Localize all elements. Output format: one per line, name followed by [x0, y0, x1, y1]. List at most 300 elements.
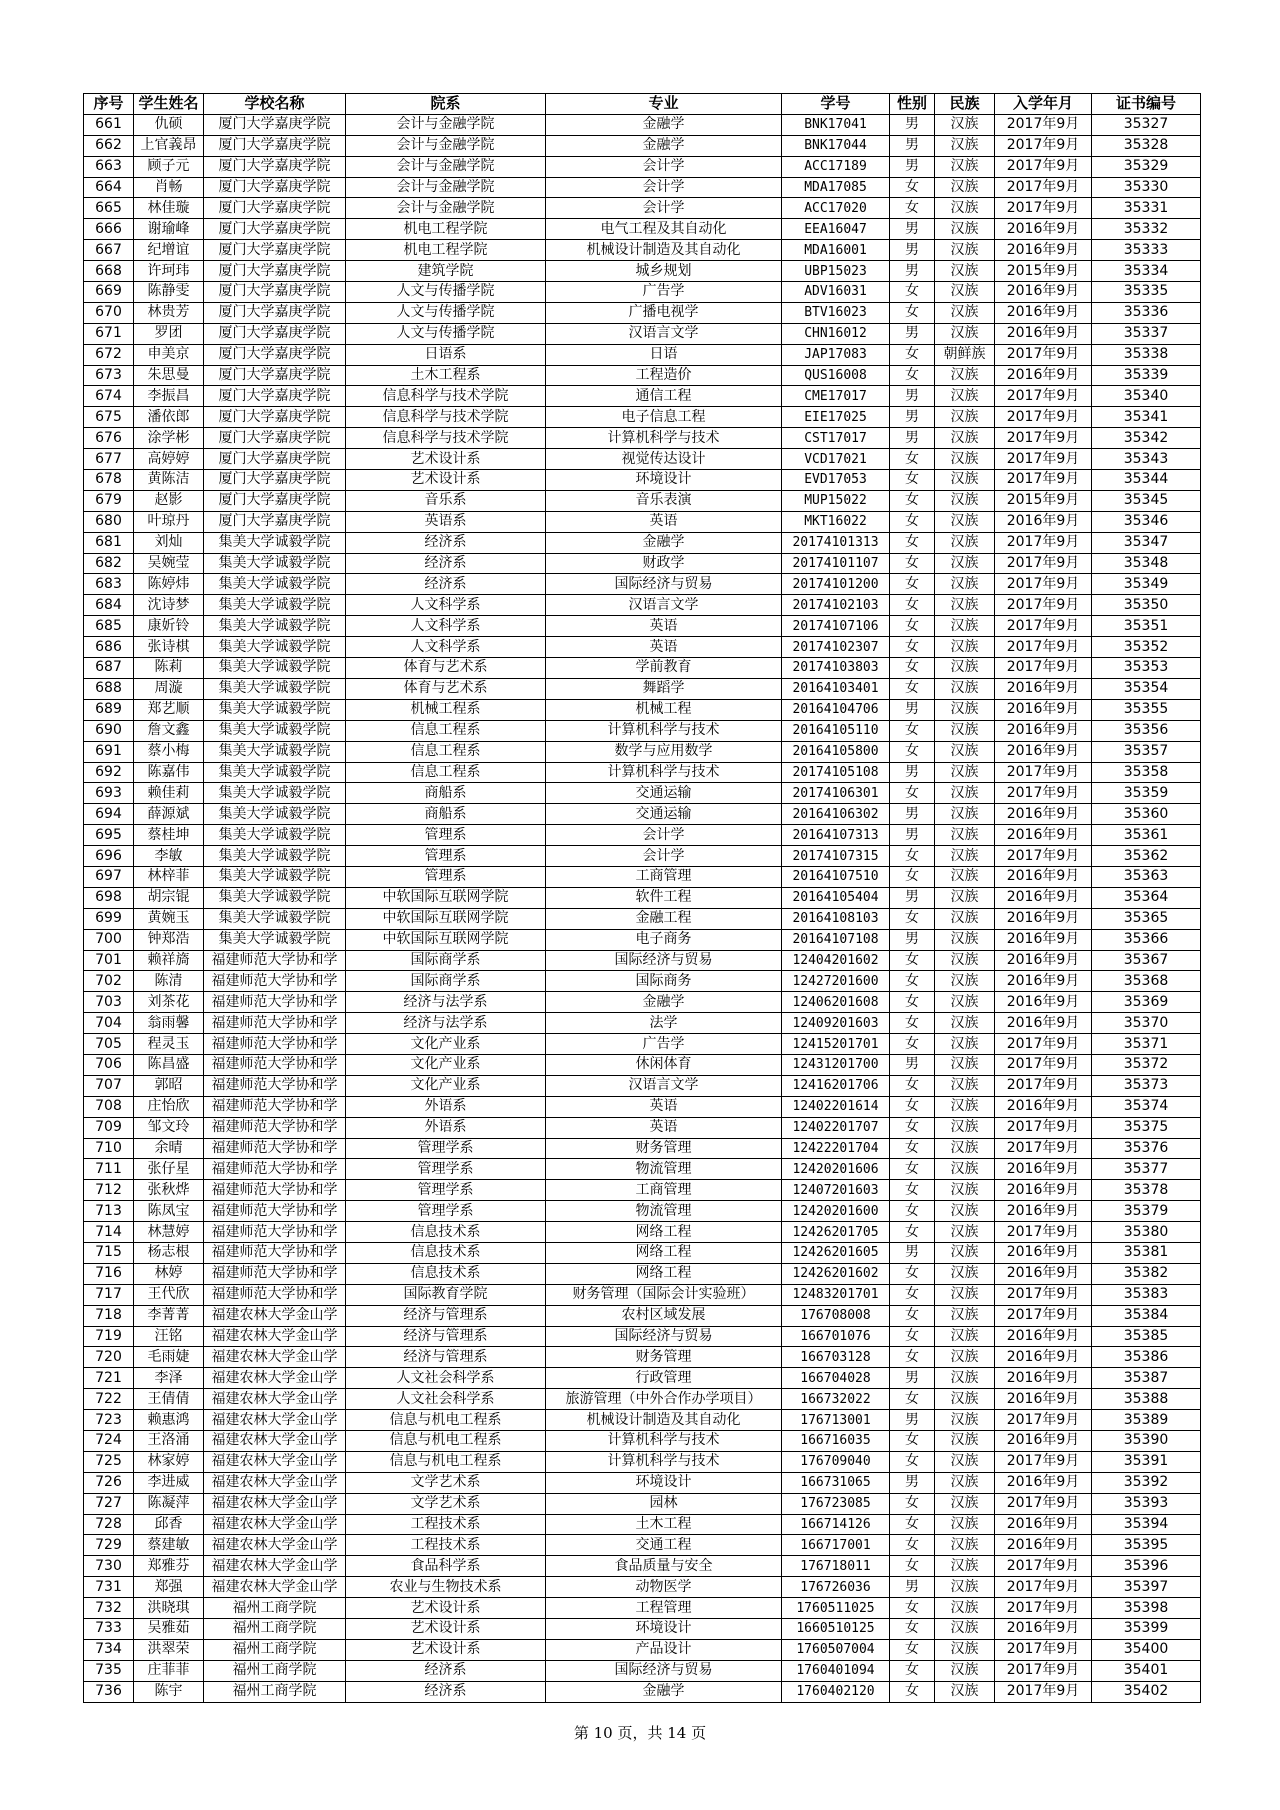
cell-school: 厦门大学嘉庚学院 — [204, 282, 346, 303]
cell-seq: 701 — [84, 950, 134, 971]
cell-name: 陈静雯 — [134, 282, 204, 303]
cell-seq: 690 — [84, 720, 134, 741]
cell-department: 会计与金融学院 — [346, 177, 546, 198]
cell-major: 软件工程 — [546, 887, 782, 908]
cell-name: 余晴 — [134, 1138, 204, 1159]
cell-department: 信息科学与技术学院 — [346, 407, 546, 428]
cell-department: 管理学系 — [346, 1138, 546, 1159]
cell-student-id: 12415201701 — [782, 1034, 890, 1055]
cell-school: 福州工商学院 — [204, 1639, 346, 1660]
cell-seq: 693 — [84, 783, 134, 804]
cell-seq: 668 — [84, 261, 134, 282]
cell-name: 李菁菁 — [134, 1305, 204, 1326]
cell-gender: 男 — [890, 1577, 935, 1598]
cell-name: 王洛涌 — [134, 1431, 204, 1452]
cell-certificate: 35375 — [1092, 1117, 1201, 1138]
cell-gender: 男 — [890, 428, 935, 449]
table-row — [84, 908, 1201, 929]
cell-seq: 680 — [84, 511, 134, 532]
cell-enrollment: 2017年9月 — [995, 1639, 1092, 1660]
cell-seq: 716 — [84, 1263, 134, 1284]
table-row — [84, 1368, 1201, 1389]
cell-school: 厦门大学嘉庚学院 — [204, 261, 346, 282]
cell-student-id: 12427201600 — [782, 971, 890, 992]
cell-department: 人文与传播学院 — [346, 323, 546, 344]
cell-ethnicity: 汉族 — [935, 1138, 995, 1159]
cell-name: 陈凝萍 — [134, 1493, 204, 1514]
cell-certificate: 35353 — [1092, 658, 1201, 679]
cell-school: 福建农林大学金山学 — [204, 1326, 346, 1347]
cell-school: 福建农林大学金山学 — [204, 1472, 346, 1493]
cell-enrollment: 2016年9月 — [995, 929, 1092, 950]
cell-enrollment: 2016年9月 — [995, 1242, 1092, 1263]
cell-ethnicity: 汉族 — [935, 1347, 995, 1368]
cell-gender: 女 — [890, 866, 935, 887]
cell-name: 蔡建敏 — [134, 1535, 204, 1556]
cell-certificate: 35355 — [1092, 699, 1201, 720]
cell-gender: 女 — [890, 1117, 935, 1138]
cell-enrollment: 2016年9月 — [995, 825, 1092, 846]
table-row — [84, 1535, 1201, 1556]
cell-certificate: 35341 — [1092, 407, 1201, 428]
cell-name: 郑雅芬 — [134, 1556, 204, 1577]
cell-enrollment: 2017年9月 — [995, 1451, 1092, 1472]
cell-name: 林贵芳 — [134, 302, 204, 323]
cell-school: 集美大学诚毅学院 — [204, 846, 346, 867]
cell-department: 人文与传播学院 — [346, 302, 546, 323]
cell-school: 福建农林大学金山学 — [204, 1493, 346, 1514]
cell-name: 刘灿 — [134, 532, 204, 553]
cell-student-id: 166701076 — [782, 1326, 890, 1347]
cell-school: 福建师范大学协和学 — [204, 1159, 346, 1180]
cell-enrollment: 2016年9月 — [995, 1013, 1092, 1034]
cell-ethnicity: 汉族 — [935, 783, 995, 804]
table-row — [84, 1180, 1201, 1201]
header-cell-gender: 性别 — [890, 94, 935, 115]
cell-school: 福建师范大学协和学 — [204, 1034, 346, 1055]
cell-department: 文学艺术系 — [346, 1472, 546, 1493]
cell-gender: 女 — [890, 992, 935, 1013]
cell-seq: 697 — [84, 866, 134, 887]
cell-department: 国际商学系 — [346, 971, 546, 992]
cell-student-id: 166716035 — [782, 1431, 890, 1452]
cell-student-id: EVD17053 — [782, 470, 890, 491]
cell-major: 物流管理 — [546, 1159, 782, 1180]
cell-school: 福建农林大学金山学 — [204, 1556, 346, 1577]
cell-certificate: 35331 — [1092, 198, 1201, 219]
cell-student-id: 12402201614 — [782, 1096, 890, 1117]
table-body — [84, 114, 1201, 1702]
cell-certificate: 35336 — [1092, 302, 1201, 323]
cell-enrollment: 2017年9月 — [995, 1117, 1092, 1138]
cell-name: 吴雅茹 — [134, 1619, 204, 1640]
cell-enrollment: 2017年9月 — [995, 1138, 1092, 1159]
cell-major: 会计学 — [546, 198, 782, 219]
table-row — [84, 574, 1201, 595]
cell-enrollment: 2017年9月 — [995, 637, 1092, 658]
cell-seq: 688 — [84, 678, 134, 699]
cell-major: 工程造价 — [546, 365, 782, 386]
cell-name: 黄陈洁 — [134, 470, 204, 491]
cell-student-id: 176723085 — [782, 1493, 890, 1514]
cell-major: 食品质量与安全 — [546, 1556, 782, 1577]
cell-school: 厦门大学嘉庚学院 — [204, 511, 346, 532]
cell-seq: 702 — [84, 971, 134, 992]
cell-seq: 733 — [84, 1619, 134, 1640]
cell-student-id: 12402201707 — [782, 1117, 890, 1138]
cell-major: 城乡规划 — [546, 261, 782, 282]
cell-major: 财务管理 — [546, 1138, 782, 1159]
cell-certificate: 35383 — [1092, 1284, 1201, 1305]
cell-name: 李敏 — [134, 846, 204, 867]
cell-school: 福建农林大学金山学 — [204, 1577, 346, 1598]
cell-seq: 723 — [84, 1410, 134, 1431]
cell-name: 陈宇 — [134, 1681, 204, 1702]
cell-enrollment: 2016年9月 — [995, 1096, 1092, 1117]
cell-gender: 女 — [890, 783, 935, 804]
table-row — [84, 616, 1201, 637]
cell-ethnicity: 汉族 — [935, 1201, 995, 1222]
cell-ethnicity: 汉族 — [935, 1326, 995, 1347]
cell-major: 农村区域发展 — [546, 1305, 782, 1326]
cell-school: 福建农林大学金山学 — [204, 1535, 346, 1556]
cell-ethnicity: 汉族 — [935, 1451, 995, 1472]
cell-gender: 女 — [890, 282, 935, 303]
cell-ethnicity: 汉族 — [935, 1472, 995, 1493]
cell-ethnicity: 汉族 — [935, 762, 995, 783]
cell-ethnicity: 汉族 — [935, 407, 995, 428]
cell-seq: 708 — [84, 1096, 134, 1117]
cell-ethnicity: 朝鲜族 — [935, 344, 995, 365]
cell-department: 信息工程系 — [346, 741, 546, 762]
cell-school: 福州工商学院 — [204, 1598, 346, 1619]
cell-department: 中软国际互联网学院 — [346, 908, 546, 929]
cell-school: 福建农林大学金山学 — [204, 1389, 346, 1410]
cell-department: 人文科学系 — [346, 637, 546, 658]
cell-ethnicity: 汉族 — [935, 1660, 995, 1681]
cell-major: 视觉传达设计 — [546, 449, 782, 470]
cell-enrollment: 2017年9月 — [995, 1075, 1092, 1096]
cell-enrollment: 2017年9月 — [995, 1305, 1092, 1326]
cell-seq: 706 — [84, 1054, 134, 1075]
cell-certificate: 35389 — [1092, 1410, 1201, 1431]
cell-certificate: 35347 — [1092, 532, 1201, 553]
table-row — [84, 1138, 1201, 1159]
cell-major: 产品设计 — [546, 1639, 782, 1660]
cell-ethnicity: 汉族 — [935, 114, 995, 135]
cell-student-id: 166704028 — [782, 1368, 890, 1389]
cell-certificate: 35373 — [1092, 1075, 1201, 1096]
cell-name: 周漩 — [134, 678, 204, 699]
cell-major: 英语 — [546, 1117, 782, 1138]
cell-seq: 661 — [84, 114, 134, 135]
cell-name: 黄婉玉 — [134, 908, 204, 929]
table-row — [84, 804, 1201, 825]
cell-enrollment: 2017年9月 — [995, 407, 1092, 428]
cell-gender: 女 — [890, 1431, 935, 1452]
cell-ethnicity: 汉族 — [935, 1054, 995, 1075]
cell-student-id: 12406201608 — [782, 992, 890, 1013]
cell-ethnicity: 汉族 — [935, 449, 995, 470]
cell-name: 林梓菲 — [134, 866, 204, 887]
cell-enrollment: 2017年9月 — [995, 762, 1092, 783]
cell-gender: 女 — [890, 198, 935, 219]
cell-enrollment: 2016年9月 — [995, 971, 1092, 992]
cell-name: 李振昌 — [134, 386, 204, 407]
cell-school: 厦门大学嘉庚学院 — [204, 219, 346, 240]
cell-name: 郑艺顺 — [134, 699, 204, 720]
cell-school: 集美大学诚毅学院 — [204, 783, 346, 804]
cell-school: 福建农林大学金山学 — [204, 1410, 346, 1431]
cell-ethnicity: 汉族 — [935, 532, 995, 553]
cell-seq: 730 — [84, 1556, 134, 1577]
cell-certificate: 35394 — [1092, 1514, 1201, 1535]
cell-name: 王代欣 — [134, 1284, 204, 1305]
cell-certificate: 35345 — [1092, 490, 1201, 511]
cell-seq: 721 — [84, 1368, 134, 1389]
cell-school: 集美大学诚毅学院 — [204, 762, 346, 783]
cell-ethnicity: 汉族 — [935, 365, 995, 386]
cell-student-id: 176713001 — [782, 1410, 890, 1431]
cell-school: 福建农林大学金山学 — [204, 1305, 346, 1326]
cell-major: 财务管理 — [546, 1347, 782, 1368]
cell-department: 经济与法学系 — [346, 992, 546, 1013]
header-cell-major: 专业 — [546, 94, 782, 115]
cell-name: 张仔星 — [134, 1159, 204, 1180]
cell-name: 林佳璇 — [134, 198, 204, 219]
cell-major: 通信工程 — [546, 386, 782, 407]
cell-name: 庄怡欣 — [134, 1096, 204, 1117]
cell-gender: 女 — [890, 908, 935, 929]
cell-name: 赵影 — [134, 490, 204, 511]
cell-seq: 718 — [84, 1305, 134, 1326]
table-row — [84, 386, 1201, 407]
cell-department: 管理系 — [346, 846, 546, 867]
cell-department: 人文社会科学系 — [346, 1389, 546, 1410]
cell-department: 农业与生物技术系 — [346, 1577, 546, 1598]
cell-department: 经济系 — [346, 1681, 546, 1702]
cell-major: 国际经济与贸易 — [546, 574, 782, 595]
cell-student-id: 166703128 — [782, 1347, 890, 1368]
header-cell-school: 学校名称 — [204, 94, 346, 115]
cell-enrollment: 2017年9月 — [995, 783, 1092, 804]
cell-major: 会计学 — [546, 825, 782, 846]
cell-gender: 女 — [890, 595, 935, 616]
cell-gender: 女 — [890, 1556, 935, 1577]
table-row — [84, 1263, 1201, 1284]
cell-gender: 女 — [890, 678, 935, 699]
table-row — [84, 866, 1201, 887]
cell-name: 刘茶花 — [134, 992, 204, 1013]
cell-department: 食品科学系 — [346, 1556, 546, 1577]
cell-department: 艺术设计系 — [346, 470, 546, 491]
cell-school: 厦门大学嘉庚学院 — [204, 240, 346, 261]
cell-ethnicity: 汉族 — [935, 1034, 995, 1055]
cell-seq: 707 — [84, 1075, 134, 1096]
cell-ethnicity: 汉族 — [935, 470, 995, 491]
cell-gender: 男 — [890, 386, 935, 407]
cell-seq: 725 — [84, 1451, 134, 1472]
cell-ethnicity: 汉族 — [935, 699, 995, 720]
cell-major: 会计学 — [546, 156, 782, 177]
cell-major: 英语 — [546, 511, 782, 532]
cell-department: 中软国际互联网学院 — [346, 887, 546, 908]
cell-gender: 女 — [890, 1013, 935, 1034]
cell-department: 土木工程系 — [346, 365, 546, 386]
cell-ethnicity: 汉族 — [935, 637, 995, 658]
cell-seq: 671 — [84, 323, 134, 344]
cell-department: 信息与机电工程系 — [346, 1410, 546, 1431]
cell-gender: 女 — [890, 553, 935, 574]
cell-enrollment: 2017年9月 — [995, 1284, 1092, 1305]
cell-seq: 667 — [84, 240, 134, 261]
cell-department: 机电工程学院 — [346, 219, 546, 240]
cell-seq: 729 — [84, 1535, 134, 1556]
cell-name: 陈凤宝 — [134, 1201, 204, 1222]
cell-gender: 女 — [890, 1493, 935, 1514]
cell-major: 工程管理 — [546, 1598, 782, 1619]
cell-department: 信息工程系 — [346, 762, 546, 783]
cell-major: 金融学 — [546, 532, 782, 553]
cell-ethnicity: 汉族 — [935, 804, 995, 825]
cell-school: 集美大学诚毅学院 — [204, 887, 346, 908]
cell-department: 经济与法学系 — [346, 1013, 546, 1034]
table-row — [84, 1096, 1201, 1117]
cell-name: 高婷婷 — [134, 449, 204, 470]
cell-major: 机械设计制造及其自动化 — [546, 240, 782, 261]
cell-enrollment: 2017年9月 — [995, 428, 1092, 449]
table-row — [84, 407, 1201, 428]
cell-name: 李泽 — [134, 1368, 204, 1389]
cell-seq: 686 — [84, 637, 134, 658]
cell-enrollment: 2017年9月 — [995, 553, 1092, 574]
cell-gender: 男 — [890, 699, 935, 720]
cell-student-id: 166714126 — [782, 1514, 890, 1535]
cell-certificate: 35354 — [1092, 678, 1201, 699]
cell-enrollment: 2016年9月 — [995, 887, 1092, 908]
cell-gender: 女 — [890, 1347, 935, 1368]
cell-gender: 女 — [890, 1096, 935, 1117]
cell-name: 纪增谊 — [134, 240, 204, 261]
cell-gender: 女 — [890, 1535, 935, 1556]
cell-student-id: MUP15022 — [782, 490, 890, 511]
cell-school: 厦门大学嘉庚学院 — [204, 177, 346, 198]
table-row — [84, 1075, 1201, 1096]
cell-school: 福建师范大学协和学 — [204, 1263, 346, 1284]
cell-seq: 731 — [84, 1577, 134, 1598]
cell-certificate: 35348 — [1092, 553, 1201, 574]
cell-certificate: 35397 — [1092, 1577, 1201, 1598]
cell-school: 福建师范大学协和学 — [204, 1013, 346, 1034]
cell-gender: 女 — [890, 344, 935, 365]
cell-gender: 男 — [890, 1054, 935, 1075]
cell-seq: 724 — [84, 1431, 134, 1452]
cell-name: 张秋烨 — [134, 1180, 204, 1201]
cell-name: 王倩倩 — [134, 1389, 204, 1410]
table-row — [84, 1389, 1201, 1410]
table-row — [84, 1222, 1201, 1243]
cell-ethnicity: 汉族 — [935, 658, 995, 679]
cell-school: 福建师范大学协和学 — [204, 1242, 346, 1263]
cell-ethnicity: 汉族 — [935, 1368, 995, 1389]
cell-department: 体育与艺术系 — [346, 658, 546, 679]
cell-seq: 722 — [84, 1389, 134, 1410]
cell-student-id: 12426201705 — [782, 1222, 890, 1243]
cell-certificate: 35398 — [1092, 1598, 1201, 1619]
cell-ethnicity: 汉族 — [935, 1180, 995, 1201]
cell-certificate: 35344 — [1092, 470, 1201, 491]
cell-gender: 男 — [890, 135, 935, 156]
table-row — [84, 720, 1201, 741]
cell-seq: 709 — [84, 1117, 134, 1138]
cell-school: 厦门大学嘉庚学院 — [204, 323, 346, 344]
cell-department: 信息科学与技术学院 — [346, 386, 546, 407]
cell-seq: 713 — [84, 1201, 134, 1222]
cell-enrollment: 2017年9月 — [995, 470, 1092, 491]
cell-ethnicity: 汉族 — [935, 1305, 995, 1326]
cell-ethnicity: 汉族 — [935, 825, 995, 846]
cell-seq: 673 — [84, 365, 134, 386]
cell-student-id: 20174102103 — [782, 595, 890, 616]
cell-student-id: 12426201602 — [782, 1263, 890, 1284]
table-row — [84, 1556, 1201, 1577]
table-row — [84, 1326, 1201, 1347]
cell-gender: 女 — [890, 637, 935, 658]
cell-enrollment: 2016年9月 — [995, 720, 1092, 741]
cell-seq: 683 — [84, 574, 134, 595]
cell-major: 数学与应用数学 — [546, 741, 782, 762]
cell-student-id: BTV16023 — [782, 302, 890, 323]
cell-department: 经济与管理系 — [346, 1305, 546, 1326]
cell-enrollment: 2016年9月 — [995, 1201, 1092, 1222]
cell-student-id: 12416201706 — [782, 1075, 890, 1096]
cell-certificate: 35365 — [1092, 908, 1201, 929]
cell-major: 交通工程 — [546, 1535, 782, 1556]
cell-school: 厦门大学嘉庚学院 — [204, 407, 346, 428]
cell-student-id: 20164103401 — [782, 678, 890, 699]
cell-student-id: 176718011 — [782, 1556, 890, 1577]
cell-gender: 女 — [890, 1660, 935, 1681]
cell-gender: 女 — [890, 720, 935, 741]
cell-ethnicity: 汉族 — [935, 177, 995, 198]
cell-enrollment: 2016年9月 — [995, 302, 1092, 323]
cell-major: 计算机科学与技术 — [546, 1451, 782, 1472]
cell-student-id: 12431201700 — [782, 1054, 890, 1075]
cell-student-id: 176709040 — [782, 1451, 890, 1472]
table-row — [84, 1660, 1201, 1681]
cell-seq: 703 — [84, 992, 134, 1013]
cell-department: 信息与机电工程系 — [346, 1431, 546, 1452]
cell-name: 程灵玉 — [134, 1034, 204, 1055]
cell-major: 网络工程 — [546, 1242, 782, 1263]
cell-name: 李进威 — [134, 1472, 204, 1493]
cell-gender: 男 — [890, 1410, 935, 1431]
cell-student-id: 20174107315 — [782, 846, 890, 867]
cell-major: 电子信息工程 — [546, 407, 782, 428]
cell-student-id: BNK17041 — [782, 114, 890, 135]
cell-certificate: 35382 — [1092, 1263, 1201, 1284]
cell-major: 国际经济与贸易 — [546, 1660, 782, 1681]
cell-major: 法学 — [546, 1013, 782, 1034]
cell-seq: 663 — [84, 156, 134, 177]
cell-seq: 720 — [84, 1347, 134, 1368]
cell-school: 福州工商学院 — [204, 1660, 346, 1681]
cell-student-id: 166731065 — [782, 1472, 890, 1493]
cell-major: 广告学 — [546, 282, 782, 303]
cell-department: 外语系 — [346, 1117, 546, 1138]
cell-name: 陈莉 — [134, 658, 204, 679]
cell-enrollment: 2017年9月 — [995, 532, 1092, 553]
